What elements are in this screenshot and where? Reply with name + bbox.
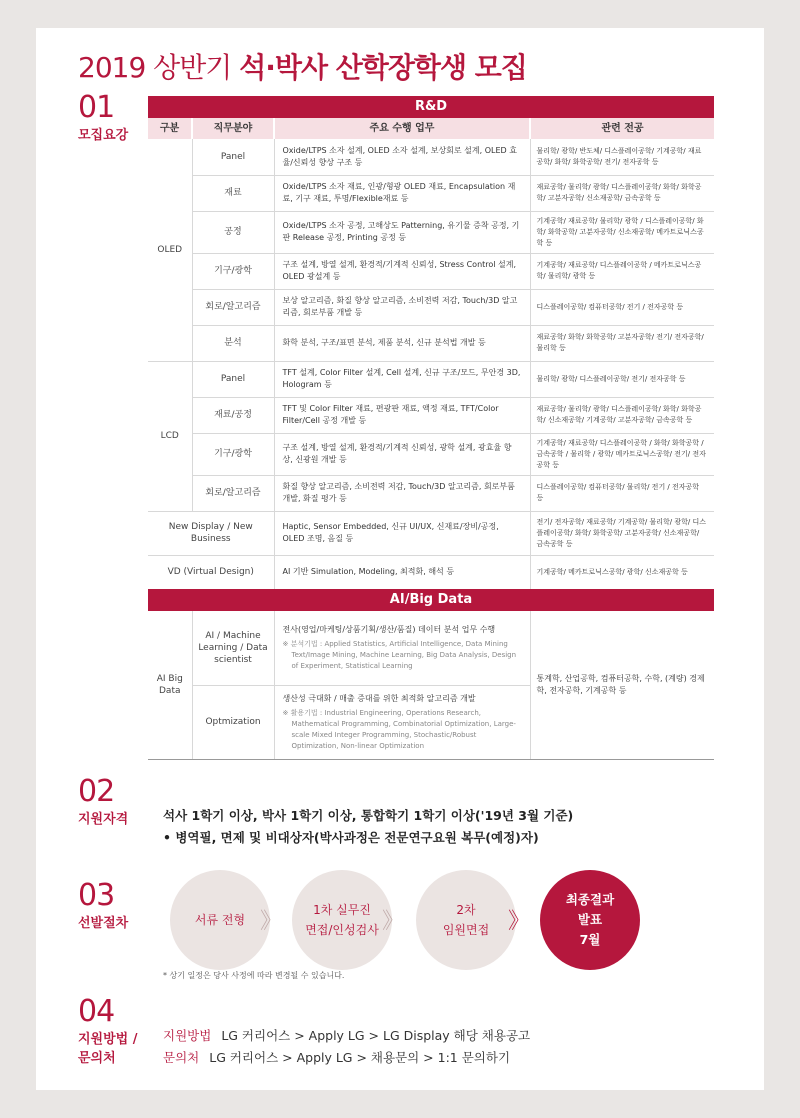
col-header: 관련 전공	[530, 118, 714, 139]
major-cell: 재료공학/ 물리학/ 광학/ 디스플레이공학/ 화학/ 화학공학/ 고분자공학/ 신소재공학/ 금속공학 등	[530, 175, 714, 211]
group-new-display: New Display / New Business	[148, 511, 274, 555]
recruitment-table	[148, 96, 714, 760]
duty-cell: 화질 향상 알고리즘, 소비전력 저감, Touch/3D 알고리즘, 회로부품 개발, 화질 평가 등	[274, 475, 530, 511]
page-title	[78, 46, 527, 86]
table-row	[148, 253, 714, 289]
major-cell: 통계학, 산업공학, 컴퓨터공학, 수학, (계량) 경제학, 전자공학, 기계공학 등	[530, 611, 714, 759]
rnd-bar: R&D	[148, 96, 714, 118]
table-row	[148, 211, 714, 253]
table-row	[148, 175, 714, 211]
chevron-right-icon: 》	[260, 909, 283, 934]
role-cell: 회로/알고리즘	[192, 289, 274, 325]
table-row	[148, 289, 714, 325]
apply-method-label: 지원방법	[163, 1028, 212, 1043]
section-label-03: 선발절차	[78, 916, 129, 931]
role-cell: AI / Machine Learning / Data scientist	[192, 611, 274, 685]
title-main: 석·박사 산학장학생 모집	[239, 51, 527, 84]
col-header: 구분	[148, 118, 192, 139]
major-cell: 물리학/ 광학/ 디스플레이공학/ 전기/ 전자공학 등	[530, 361, 714, 397]
duty-cell: Oxide/LTPS 소자 설계, OLED 소자 설계, 보상회로 설계, OLED 효율/신뢰성 향상 구조 등	[274, 139, 530, 175]
table-row	[148, 361, 714, 397]
major-cell: 기계공학/ 메카트로닉스공학/ 광학/ 신소재공학 등	[530, 555, 714, 589]
chevron-right-icon: 》	[382, 909, 405, 934]
group-ai: AI Big Data	[148, 611, 192, 759]
step-document-screening	[170, 870, 270, 970]
table-row	[148, 511, 714, 555]
table-row	[148, 555, 714, 589]
title-year: 2019 상반기	[78, 51, 232, 84]
duty-cell: 구조 설계, 방열 설계, 환경적/기계적 신뢰성, Stress Control 설계, OLED 광설계 등	[274, 253, 530, 289]
contact-value: LG 커리어스 > Apply LG > 채용문의 > 1:1 문의하기	[209, 1050, 511, 1065]
major-cell: 디스플레이공학/ 컴퓨터공학/ 전기 / 전자공학 등	[530, 289, 714, 325]
qualification-main: 석사 1학기 이상, 박사 1학기 이상, 통합학기 1학기 이상('19년 3월 기준)	[163, 808, 574, 823]
apply-method-row	[163, 1026, 530, 1044]
contact-row	[163, 1048, 510, 1066]
role-cell: 기구/광학	[192, 253, 274, 289]
section-number-03: 03	[78, 878, 115, 913]
duty-text: 생산성 극대화 / 매출 증대를 위한 최적화 알고리즘 개발	[282, 693, 476, 703]
chevron-right-icon: 》	[508, 909, 531, 934]
duty-cell: 보상 알고리즘, 화질 향상 알고리즘, 소비전력 저감, Touch/3D 알고리즘, 회로부품 개발 등	[274, 289, 530, 325]
qualification-sub: • 병역필, 면제 및 비대상자(박사과정은 전문연구요원 복무(예정)자)	[163, 830, 539, 845]
major-cell: 디스플레이공학/ 컴퓨터공학/ 물리학/ 전기 / 전자공학 등	[530, 475, 714, 511]
major-cell: 물리학/ 광학/ 반도체/ 디스플레이공학/ 기계공학/ 재료공학/ 화학/ 화학공학/ 전기/ 전자공학 등	[530, 139, 714, 175]
table-row	[148, 475, 714, 511]
duty-cell: Oxide/LTPS 소자 공정, 고해상도 Patterning, 유기물 증착 공정, 기판 Release 공정, Printing 공정 등	[274, 211, 530, 253]
step-final-result	[540, 870, 640, 970]
major-cell: 기계공학/ 재료공학/ 디스플레이공학 / 화학/ 화학공학 / 금속공학 / 물리학 / 광학/ 메카트로닉스공학/ 전기/ 전자공학 등	[530, 433, 714, 475]
technique-note: ※ 분석기법 : Applied Statistics, Artificial Intelligence, Data Mining Text/Image Mining, Machine Learning, Big Data Analysis, Design of Experiment, Statistical Learning	[282, 639, 517, 670]
group-lcd: LCD	[148, 361, 192, 511]
duty-cell: Oxide/LTPS 소자 재료, 인광/형광 OLED 재료, Encapsulation 재료, 기구 재료, 투명/Flexible재료 등	[274, 175, 530, 211]
section-number-02: 02	[78, 774, 115, 809]
role-cell: 공정	[192, 211, 274, 253]
ai-bar: AI/Big Data	[148, 589, 714, 611]
table-row	[148, 139, 714, 175]
duty-cell: 구조 설계, 방열 설계, 환경적/기계적 신뢰성, 광학 설계, 광효율 향상, 신광원 개발 등	[274, 433, 530, 475]
role-cell: 분석	[192, 325, 274, 361]
table-row	[148, 325, 714, 361]
table-row	[148, 611, 714, 685]
section-label-02: 지원자격	[78, 812, 129, 827]
section-label-04: 지원방법 / 문의처	[78, 1032, 138, 1066]
step-label: 1차 실무진 면접/인성검사	[305, 903, 379, 937]
role-cell: 회로/알고리즘	[192, 475, 274, 511]
role-cell: 재료	[192, 175, 274, 211]
apply-method-value: LG 커리어스 > Apply LG > LG Display 해당 채용공고	[221, 1028, 531, 1043]
role-cell: 재료/공정	[192, 397, 274, 433]
duty-cell: AI 기반 Simulation, Modeling, 최적화, 해석 등	[274, 555, 530, 589]
step-label: 서류 전형	[194, 913, 246, 927]
schedule-footnote: * 상기 일정은 당사 사정에 따라 변경될 수 있습니다.	[163, 971, 345, 980]
duty-cell	[274, 611, 530, 685]
major-cell: 기계공학/ 재료공학/ 물리학/ 광학 / 디스플레이공학/ 화학/ 화학공학/ 고분자공학/ 신소재공학/ 메카트로닉스공학 등	[530, 211, 714, 253]
duty-cell: TFT 및 Color Filter 재료, 편광판 재료, 액정 재료, TFT/Color Filter/Cell 공정 개발 등	[274, 397, 530, 433]
group-vd: VD (Virtual Design)	[167, 567, 254, 578]
col-header: 직무분야	[192, 118, 274, 139]
role-cell: 기구/광학	[192, 433, 274, 475]
poster-card	[36, 28, 764, 1090]
section-label-01: 모집요강	[78, 128, 129, 143]
major-cell: 전기/ 전자공학/ 재료공학/ 기계공학/ 물리학/ 광학/ 디스플레이공학/ 화학/ 화학공학/ 고분자공학/ 신소재공학/ 금속공학 등	[530, 511, 714, 555]
major-cell: 기계공학/ 재료공학/ 디스플레이공학 / 메카트로닉스공학/ 물리학/ 광학 등	[530, 253, 714, 289]
duty-cell: Haptic, Sensor Embedded, 신규 UI/UX, 신재료/장비/공정, OLED 조명, 음질 등	[274, 511, 530, 555]
table-header	[148, 118, 714, 139]
step-label: 최종결과 발표 7월	[565, 892, 615, 947]
role-cell: Panel	[192, 361, 274, 397]
major-cell: 재료공학/ 물리학/ 광학/ 디스플레이공학/ 화학/ 화학공학/ 신소재공학/ 기계공학/ 고분자공학/ 금속공학 등	[530, 397, 714, 433]
duty-text: 전사(영업/마케팅/상품기획/생산/품질) 데이터 분석 업무 수행	[282, 624, 496, 634]
role-cell: Panel	[192, 139, 274, 175]
duty-cell: 화학 분석, 구조/표면 분석, 제품 분석, 신규 분석법 개발 등	[274, 325, 530, 361]
step-label: 2차 임원면접	[442, 903, 490, 937]
step-first-interview	[292, 870, 392, 970]
table-row	[148, 433, 714, 475]
technique-note: ※ 활용기법 : Industrial Engineering, Operations Research, Mathematical Programming, Combinatorial Optimization, Large-scale Mixed Integer Programming, Stochastic/Robust Optimization, Non-linear Optimization	[282, 708, 516, 750]
major-cell: 재료공학/ 화학/ 화학공학/ 고분자공학/ 전기/ 전자공학/ 물리학 등	[530, 325, 714, 361]
section-number-01: 01	[78, 90, 115, 125]
role-cell: Optmization	[192, 685, 274, 759]
duty-cell	[274, 685, 530, 759]
table-row	[148, 397, 714, 433]
contact-label: 문의처	[163, 1050, 200, 1065]
group-oled: OLED	[148, 139, 192, 361]
col-header: 주요 수행 업무	[274, 118, 530, 139]
step-executive-interview	[416, 870, 516, 970]
duty-cell: TFT 설계, Color Filter 설계, Cell 설계, 신규 구조/모드, 무안경 3D, Hologram 등	[274, 361, 530, 397]
section-number-04: 04	[78, 994, 115, 1029]
